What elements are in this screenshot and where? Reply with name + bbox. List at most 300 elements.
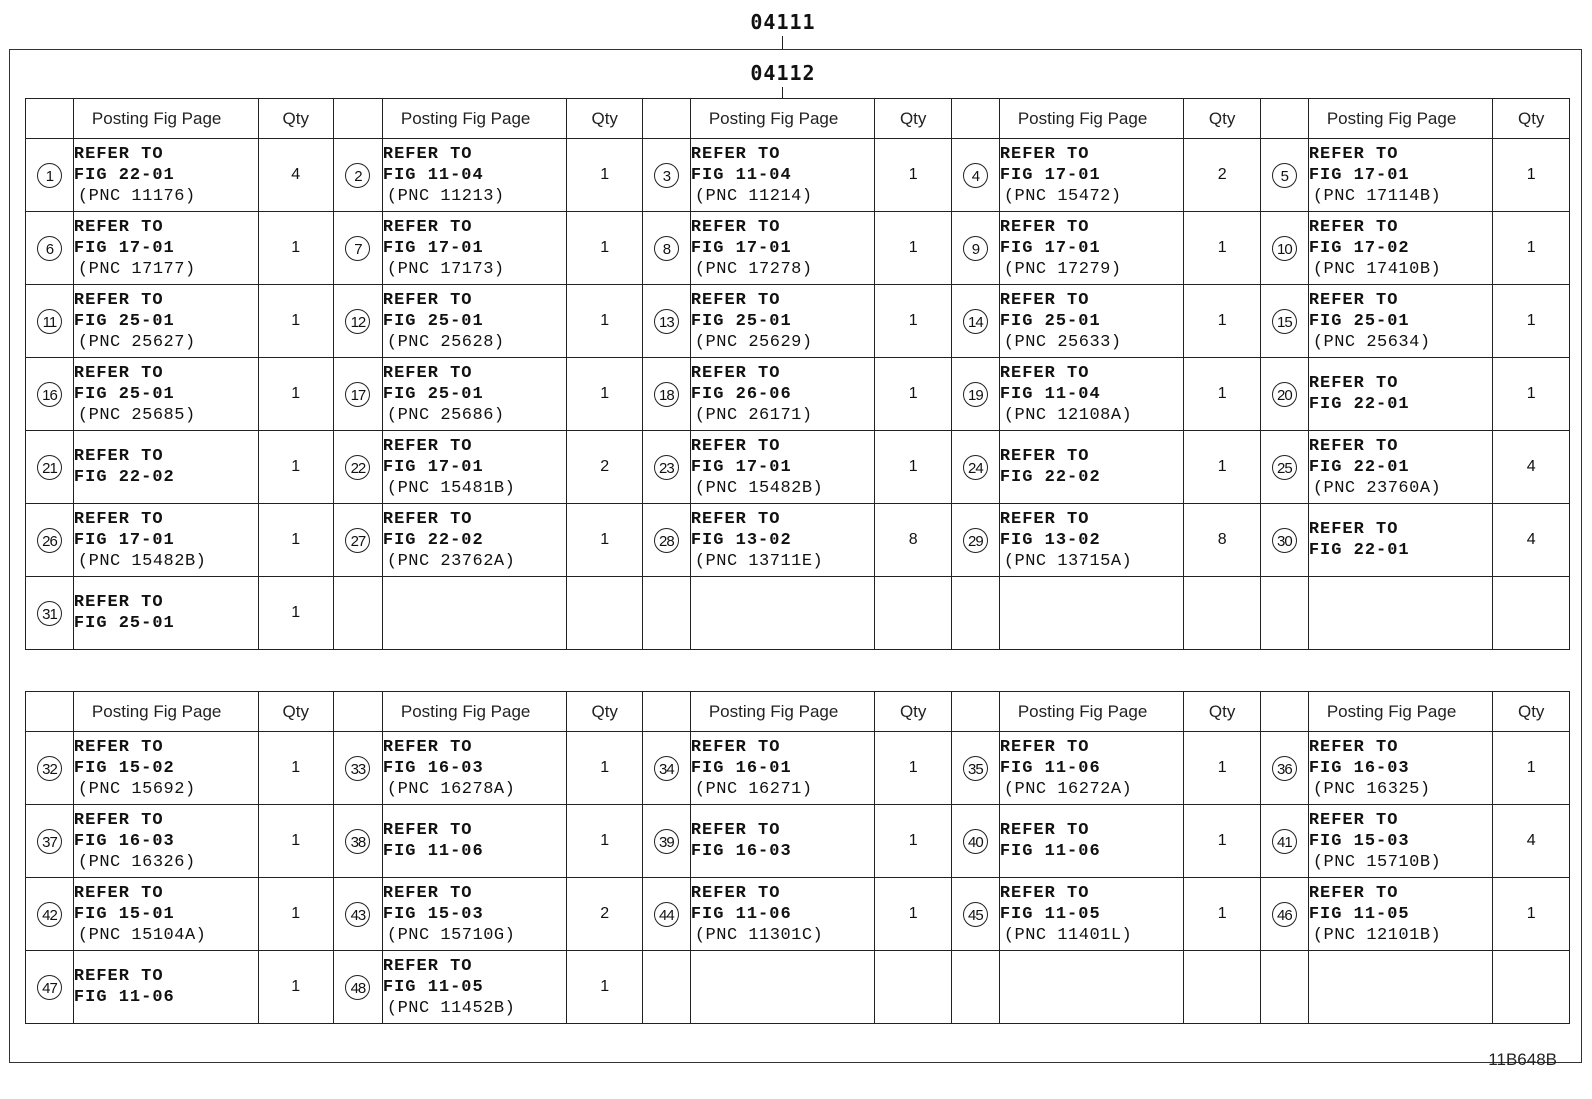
reference-cell — [382, 358, 567, 431]
item-number-cell — [951, 212, 999, 285]
refer-to-text: REFER TO — [382, 217, 473, 237]
header-qty: Qty — [567, 692, 642, 732]
item-number-cell — [951, 504, 999, 577]
pnc-reference: (PNC 15472) — [1003, 186, 1122, 206]
pnc-reference: (PNC 25627) — [77, 332, 196, 352]
item-callout-number: 40 — [963, 829, 988, 854]
qty-cell: 1 — [1184, 285, 1260, 358]
reference-cell — [1308, 431, 1493, 504]
reference-cell — [382, 504, 567, 577]
item-callout-number: 4 — [963, 163, 988, 188]
reference-cell — [999, 212, 1184, 285]
drawing-code: 11B648B — [1488, 1050, 1557, 1069]
pnc-reference: (PNC 25629) — [694, 332, 813, 352]
fig-reference: FIG 17-01 — [73, 238, 175, 258]
table-row — [26, 577, 1570, 650]
table-row — [26, 358, 1570, 431]
reference-cell — [73, 504, 258, 577]
refer-to-text: REFER TO — [690, 144, 781, 164]
qty-cell: 1 — [258, 732, 333, 805]
qty-cell: 1 — [567, 504, 642, 577]
item-callout-number: 37 — [37, 829, 62, 854]
refer-to-text: REFER TO — [999, 821, 1090, 840]
item-callout-number: 15 — [1272, 309, 1297, 334]
item-callout-number: 9 — [963, 236, 988, 261]
pnc-reference: (PNC 26171) — [694, 405, 813, 425]
qty-cell: 2 — [567, 431, 642, 504]
item-callout-number: 44 — [654, 902, 679, 927]
reference-cell — [1308, 805, 1493, 878]
item-number-cell — [642, 285, 690, 358]
item-number-cell — [26, 212, 74, 285]
item-callout-number: 42 — [37, 902, 62, 927]
refer-to-text: REFER TO — [73, 967, 164, 986]
qty-cell: 1 — [1493, 732, 1570, 805]
refer-to-text: REFER TO — [1308, 436, 1399, 456]
qty-cell: 1 — [258, 285, 333, 358]
item-number-cell — [951, 878, 999, 951]
refer-to-text: REFER TO — [690, 290, 781, 310]
item-callout-number: 48 — [345, 975, 370, 1000]
reference-cell — [382, 285, 567, 358]
reference-cell — [73, 358, 258, 431]
header-num-col — [642, 692, 690, 732]
reference-cell — [690, 285, 875, 358]
header-num-col — [1260, 99, 1308, 139]
qty-cell: 4 — [1493, 504, 1570, 577]
refer-to-text: REFER TO — [73, 217, 164, 237]
reference-cell — [73, 139, 258, 212]
qty-cell: 1 — [258, 577, 333, 650]
header-posting-fig-page: Posting Fig Page — [1308, 692, 1493, 732]
table-row — [26, 285, 1570, 358]
refer-to-text: REFER TO — [382, 290, 473, 310]
fig-reference: FIG 17-01 — [382, 238, 484, 258]
pnc-reference: (PNC 12108A) — [1003, 405, 1133, 425]
qty-cell: 1 — [1184, 212, 1260, 285]
item-number-cell — [642, 212, 690, 285]
item-number-cell — [642, 951, 690, 1024]
qty-cell: 1 — [1184, 878, 1260, 951]
item-number-cell — [951, 431, 999, 504]
item-callout-number: 20 — [1272, 382, 1297, 407]
header-posting-fig-page: Posting Fig Page — [73, 692, 258, 732]
refer-to-text: REFER TO — [73, 447, 164, 466]
item-number-cell — [642, 139, 690, 212]
refer-to-text: REFER TO — [73, 509, 164, 529]
fig-reference: FIG 16-03 — [382, 758, 484, 778]
qty-cell: 1 — [1184, 805, 1260, 878]
reference-cell — [1308, 212, 1493, 285]
item-callout-number: 41 — [1272, 829, 1297, 854]
item-number-cell — [26, 951, 74, 1024]
item-callout-number: 28 — [654, 528, 679, 553]
refer-to-text: REFER TO — [73, 290, 164, 310]
table-row — [26, 805, 1570, 878]
table-header-row — [26, 99, 1570, 139]
item-number-cell — [1260, 805, 1308, 878]
item-callout-number: 19 — [963, 382, 988, 407]
reference-cell — [690, 431, 875, 504]
pnc-reference: (PNC 15482B) — [77, 551, 207, 571]
item-callout-number: 38 — [345, 829, 370, 854]
refer-to-text: REFER TO — [382, 883, 473, 903]
header-qty: Qty — [875, 692, 951, 732]
item-number-cell — [951, 358, 999, 431]
item-number-cell — [26, 878, 74, 951]
fig-reference: FIG 26-06 — [690, 384, 792, 404]
pnc-reference: (PNC 11176) — [77, 186, 196, 206]
reference-cell — [1308, 358, 1493, 431]
reference-cell — [999, 805, 1184, 878]
qty-cell: 1 — [875, 878, 951, 951]
reference-cell — [999, 878, 1184, 951]
reference-cell — [73, 732, 258, 805]
qty-cell: 1 — [567, 951, 642, 1024]
header-num-col — [333, 99, 382, 139]
reference-cell — [73, 577, 258, 650]
qty-cell — [567, 577, 642, 650]
header-posting-fig-page: Posting Fig Page — [382, 692, 567, 732]
reference-cell — [690, 577, 875, 650]
item-number-cell — [642, 431, 690, 504]
pnc-reference: (PNC 13711E) — [694, 551, 824, 571]
item-number-cell — [333, 431, 382, 504]
item-number-cell — [642, 805, 690, 878]
fig-reference: FIG 25-01 — [73, 311, 175, 331]
item-callout-number: 5 — [1272, 163, 1297, 188]
item-number-cell — [26, 577, 74, 650]
qty-cell: 1 — [567, 732, 642, 805]
refer-to-text: REFER TO — [1308, 217, 1399, 237]
header-num-col — [642, 99, 690, 139]
pnc-reference: (PNC 25685) — [77, 405, 196, 425]
reference-cell — [73, 431, 258, 504]
item-number-cell — [26, 732, 74, 805]
fig-reference: FIG 17-01 — [690, 238, 792, 258]
header-posting-fig-page: Posting Fig Page — [690, 99, 875, 139]
qty-cell: 1 — [567, 805, 642, 878]
refer-to-text: REFER TO — [1308, 144, 1399, 164]
header-qty: Qty — [1493, 692, 1570, 732]
item-number-cell — [333, 139, 382, 212]
reference-cell — [690, 951, 875, 1024]
pnc-reference: (PNC 23762A) — [386, 551, 516, 571]
header-num-col — [26, 692, 74, 732]
qty-cell: 4 — [1493, 805, 1570, 878]
refer-to-text: REFER TO — [999, 217, 1090, 237]
refer-to-text: REFER TO — [73, 593, 164, 612]
reference-cell — [382, 431, 567, 504]
qty-cell: 1 — [258, 358, 333, 431]
refer-to-text: REFER TO — [690, 363, 781, 383]
fig-reference: FIG 22-02 — [73, 468, 175, 487]
pnc-reference: (PNC 15692) — [77, 779, 196, 799]
reference-cell — [690, 212, 875, 285]
item-callout-number: 32 — [37, 756, 62, 781]
pnc-reference: (PNC 16325) — [1312, 779, 1431, 799]
item-callout-number: 3 — [654, 163, 679, 188]
qty-cell: 1 — [567, 212, 642, 285]
item-number-cell — [1260, 139, 1308, 212]
pnc-reference: (PNC 15710B) — [1312, 852, 1442, 872]
reference-cell — [73, 285, 258, 358]
reference-cell — [690, 139, 875, 212]
pnc-reference: (PNC 11301C) — [694, 925, 824, 945]
pnc-reference: (PNC 15481B) — [386, 478, 516, 498]
fig-reference: FIG 17-01 — [999, 165, 1101, 185]
item-callout-number: 10 — [1272, 236, 1297, 261]
fig-reference: FIG 25-01 — [382, 384, 484, 404]
fig-reference: FIG 11-06 — [999, 842, 1101, 861]
table-row — [26, 878, 1570, 951]
reference-cell — [1308, 878, 1493, 951]
item-callout-number: 29 — [963, 528, 988, 553]
item-number-cell — [951, 732, 999, 805]
qty-cell: 1 — [1184, 431, 1260, 504]
item-number-cell — [333, 504, 382, 577]
reference-cell — [1308, 577, 1493, 650]
qty-cell: 1 — [258, 951, 333, 1024]
header-posting-fig-page: Posting Fig Page — [382, 99, 567, 139]
pnc-reference: (PNC 23760A) — [1312, 478, 1442, 498]
qty-cell: 8 — [875, 504, 951, 577]
item-callout-number: 43 — [345, 902, 370, 927]
item-number-cell — [951, 577, 999, 650]
header-qty: Qty — [1184, 99, 1260, 139]
reference-cell — [690, 732, 875, 805]
pnc-reference: (PNC 11214) — [694, 186, 813, 206]
refer-to-text: REFER TO — [690, 737, 781, 757]
item-number-cell — [1260, 358, 1308, 431]
fig-reference: FIG 22-01 — [1308, 457, 1410, 477]
leader-line-outer — [782, 36, 783, 50]
header-posting-fig-page: Posting Fig Page — [73, 99, 258, 139]
table-row — [26, 504, 1570, 577]
fig-reference: FIG 11-06 — [690, 904, 792, 924]
fig-reference: FIG 13-02 — [690, 530, 792, 550]
fig-reference: FIG 16-01 — [690, 758, 792, 778]
refer-to-text: REFER TO — [999, 144, 1090, 164]
refer-to-text: REFER TO — [690, 217, 781, 237]
item-number-cell — [642, 732, 690, 805]
pnc-reference: (PNC 11213) — [386, 186, 505, 206]
qty-cell: 1 — [567, 139, 642, 212]
refer-to-text: REFER TO — [382, 956, 473, 976]
refer-to-text: REFER TO — [999, 447, 1090, 466]
assembly-label-inner: 04112 — [750, 61, 816, 85]
reference-cell — [382, 577, 567, 650]
refer-to-text: REFER TO — [1308, 520, 1399, 539]
item-number-cell — [642, 358, 690, 431]
reference-cell — [999, 285, 1184, 358]
reference-cell — [73, 805, 258, 878]
qty-cell: 1 — [875, 212, 951, 285]
refer-to-text: REFER TO — [1308, 810, 1399, 830]
reference-cell — [690, 805, 875, 878]
table-row — [26, 431, 1570, 504]
refer-to-text: REFER TO — [1308, 374, 1399, 393]
header-qty: Qty — [258, 692, 333, 732]
fig-reference: FIG 15-03 — [382, 904, 484, 924]
reference-cell — [690, 358, 875, 431]
refer-to-text: REFER TO — [73, 144, 164, 164]
item-callout-number: 1 — [37, 163, 62, 188]
item-number-cell — [26, 805, 74, 878]
item-callout-number: 30 — [1272, 528, 1297, 553]
item-number-cell — [26, 431, 74, 504]
refer-to-text: REFER TO — [73, 810, 164, 830]
item-callout-number: 47 — [37, 975, 62, 1000]
reference-cell — [999, 358, 1184, 431]
refer-to-text: REFER TO — [999, 363, 1090, 383]
reference-cell — [382, 951, 567, 1024]
refer-to-text: REFER TO — [382, 821, 473, 840]
fig-reference: FIG 17-01 — [1308, 165, 1410, 185]
pnc-reference: (PNC 17177) — [77, 259, 196, 279]
fig-reference: FIG 16-03 — [1308, 758, 1410, 778]
fig-reference: FIG 11-06 — [73, 988, 175, 1007]
fig-reference: FIG 11-04 — [382, 165, 484, 185]
pnc-reference: (PNC 25634) — [1312, 332, 1431, 352]
table-header-row — [26, 692, 1570, 732]
item-callout-number: 39 — [654, 829, 679, 854]
reference-cell — [690, 504, 875, 577]
assembly-label-outer: 04111 — [750, 10, 816, 34]
header-qty: Qty — [567, 99, 642, 139]
item-callout-number: 2 — [345, 163, 370, 188]
item-number-cell — [642, 504, 690, 577]
reference-cell — [999, 139, 1184, 212]
refer-to-text: REFER TO — [999, 737, 1090, 757]
refer-to-text: REFER TO — [73, 737, 164, 757]
item-callout-number: 46 — [1272, 902, 1297, 927]
pnc-reference: (PNC 12101B) — [1312, 925, 1442, 945]
fig-reference: FIG 17-01 — [690, 457, 792, 477]
fig-reference: FIG 22-01 — [1308, 395, 1410, 414]
qty-cell: 2 — [567, 878, 642, 951]
item-callout-number: 34 — [654, 756, 679, 781]
fig-reference: FIG 11-06 — [999, 758, 1101, 778]
item-callout-number: 18 — [654, 382, 679, 407]
qty-cell: 1 — [1184, 732, 1260, 805]
pnc-reference: (PNC 25633) — [1003, 332, 1122, 352]
refer-to-text: REFER TO — [999, 883, 1090, 903]
parts-table-section-1 — [25, 98, 1570, 650]
item-callout-number: 35 — [963, 756, 988, 781]
fig-reference: FIG 17-01 — [382, 457, 484, 477]
pnc-reference: (PNC 11452B) — [386, 998, 516, 1018]
table-row — [26, 951, 1570, 1024]
item-number-cell — [1260, 732, 1308, 805]
item-number-cell — [333, 358, 382, 431]
reference-cell — [382, 878, 567, 951]
pnc-reference: (PNC 17114B) — [1312, 186, 1442, 206]
refer-to-text: REFER TO — [690, 821, 781, 840]
item-number-cell — [333, 805, 382, 878]
reference-cell — [382, 732, 567, 805]
qty-cell: 1 — [875, 285, 951, 358]
fig-reference: FIG 11-05 — [1308, 904, 1410, 924]
item-number-cell — [26, 285, 74, 358]
reference-cell — [1308, 285, 1493, 358]
item-number-cell — [951, 285, 999, 358]
table-row — [26, 212, 1570, 285]
item-callout-number: 31 — [37, 601, 62, 626]
item-number-cell — [1260, 577, 1308, 650]
item-number-cell — [642, 878, 690, 951]
qty-cell — [875, 951, 951, 1024]
qty-cell — [1493, 951, 1570, 1024]
item-number-cell — [26, 504, 74, 577]
reference-cell — [999, 577, 1184, 650]
item-callout-number: 24 — [963, 455, 988, 480]
item-callout-number: 13 — [654, 309, 679, 334]
qty-cell: 1 — [875, 732, 951, 805]
refer-to-text: REFER TO — [382, 144, 473, 164]
fig-reference: FIG 11-04 — [690, 165, 792, 185]
refer-to-text: REFER TO — [1308, 737, 1399, 757]
qty-cell: 2 — [1184, 139, 1260, 212]
item-callout-number: 22 — [345, 455, 370, 480]
item-number-cell — [1260, 878, 1308, 951]
pnc-reference: (PNC 13715A) — [1003, 551, 1133, 571]
reference-cell — [382, 139, 567, 212]
reference-cell — [73, 212, 258, 285]
qty-cell: 8 — [1184, 504, 1260, 577]
refer-to-text: REFER TO — [690, 509, 781, 529]
pnc-reference: (PNC 17173) — [386, 259, 505, 279]
item-callout-number: 26 — [37, 528, 62, 553]
pnc-reference: (PNC 17278) — [694, 259, 813, 279]
pnc-reference: (PNC 15104A) — [77, 925, 207, 945]
item-number-cell — [333, 951, 382, 1024]
item-number-cell — [951, 805, 999, 878]
qty-cell: 1 — [258, 805, 333, 878]
fig-reference: FIG 11-06 — [382, 842, 484, 861]
item-callout-number: 8 — [654, 236, 679, 261]
refer-to-text: REFER TO — [73, 363, 164, 383]
fig-reference: FIG 22-01 — [73, 165, 175, 185]
reference-cell — [382, 805, 567, 878]
qty-cell — [875, 577, 951, 650]
reference-cell — [1308, 139, 1493, 212]
reference-cell — [73, 878, 258, 951]
refer-to-text: REFER TO — [1308, 290, 1399, 310]
reference-cell — [382, 212, 567, 285]
qty-cell: 1 — [875, 431, 951, 504]
fig-reference: FIG 15-01 — [73, 904, 175, 924]
fig-reference: FIG 25-01 — [73, 614, 175, 633]
header-num-col — [1260, 692, 1308, 732]
item-callout-number: 25 — [1272, 455, 1297, 480]
reference-cell — [999, 951, 1184, 1024]
header-qty: Qty — [1493, 99, 1570, 139]
item-number-cell — [1260, 951, 1308, 1024]
reference-cell — [999, 431, 1184, 504]
fig-reference: FIG 17-02 — [1308, 238, 1410, 258]
item-number-cell — [333, 577, 382, 650]
item-number-cell — [1260, 504, 1308, 577]
table-row — [26, 139, 1570, 212]
item-number-cell — [642, 577, 690, 650]
pnc-reference: (PNC 17279) — [1003, 259, 1122, 279]
qty-cell: 1 — [258, 504, 333, 577]
fig-reference: FIG 16-03 — [690, 842, 792, 861]
item-callout-number: 21 — [37, 455, 62, 480]
item-callout-number: 14 — [963, 309, 988, 334]
qty-cell: 1 — [1493, 212, 1570, 285]
